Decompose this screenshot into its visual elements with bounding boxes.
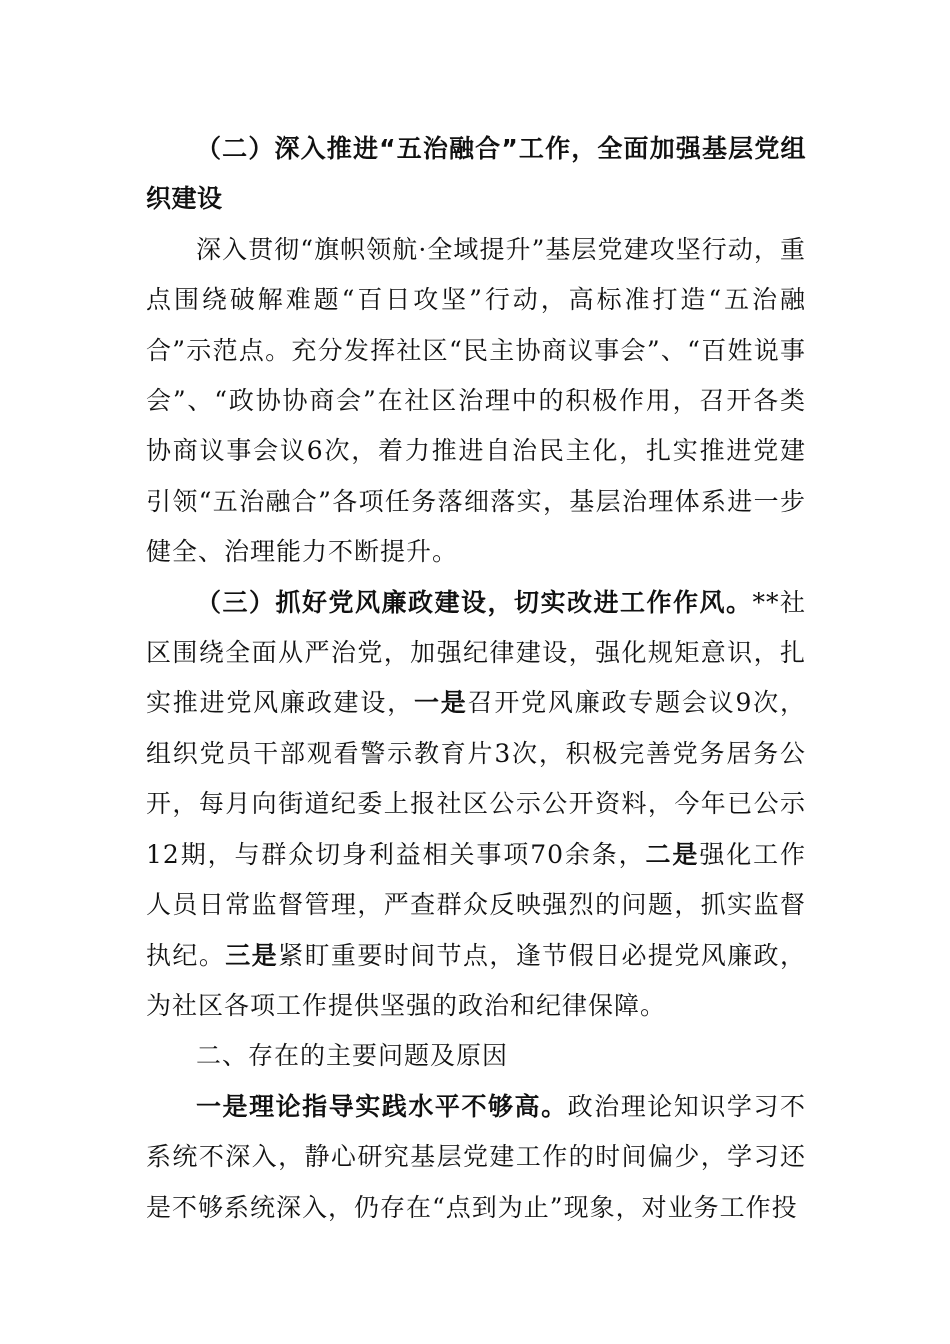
paragraph-clean-governance [146, 578, 806, 1032]
paragraph-problem-1 [146, 1082, 806, 1233]
paragraph-party-building: 深入贯彻“旗帜领航·全域提升”基层党建攻坚行动，重点围绕破解难题“百日攻坚”行动，高标准打造“五治融合”示范点。充分发挥社区“民主协商议事会”、“百姓说事会”、“政协协商会”在社区治理中的积极作用，召开各类协商议事会议6次，着力推进自治民主化，扎实推进党建引领“五治融合”各项任务落细落实，基层治理体系进一步健全、治理能力不断提升。 [146, 234, 806, 567]
paragraph-lead-heading: （三）抓好党风廉政建设，切实改进工作作风。 [196, 587, 753, 617]
section-heading-2: （二）深入推进“五治融合”工作，全面加强基层党组织建设 [146, 134, 806, 214]
point-label-third: 三是 [225, 940, 279, 970]
point-label-first: 一是 [413, 688, 468, 718]
paragraph-text: 强化工作人员日常监督管理，严查群众反映强烈的问题，抓实监督执纪。 [146, 839, 806, 970]
section-title-problems: 二、存在的主要问题及原因 [196, 1041, 509, 1071]
paragraph-text: **社区围绕全面从严治党，加强纪律建设，强化规矩意识，扎实推进党风廉政建设， [146, 587, 806, 718]
paragraph-text: 召开党风廉政专题会议9次，组织党员干部观看警示教育片3次，积极完善党务居务公开，每月向街道纪委上报社区公示公开资料，今年已公示12期，与群众切身利益相关事项70余条， [146, 688, 806, 869]
document-body [146, 124, 806, 1233]
paragraph-text: 政治理论知识学习不系统不深入，静心研究基层党建工作的时间偏少，学习还是不够系统深入，仍存在“点到为止”现象，对业务工作投 [146, 1091, 806, 1222]
paragraph-lead-heading: 一是理论指导实践水平不够高。 [196, 1091, 568, 1121]
paragraph-text: 紧盯重要时间节点，逢节假日必提党风廉政，为社区各项工作提供坚强的政治和纪律保障。 [146, 940, 806, 1020]
point-label-second: 二是 [645, 839, 700, 869]
